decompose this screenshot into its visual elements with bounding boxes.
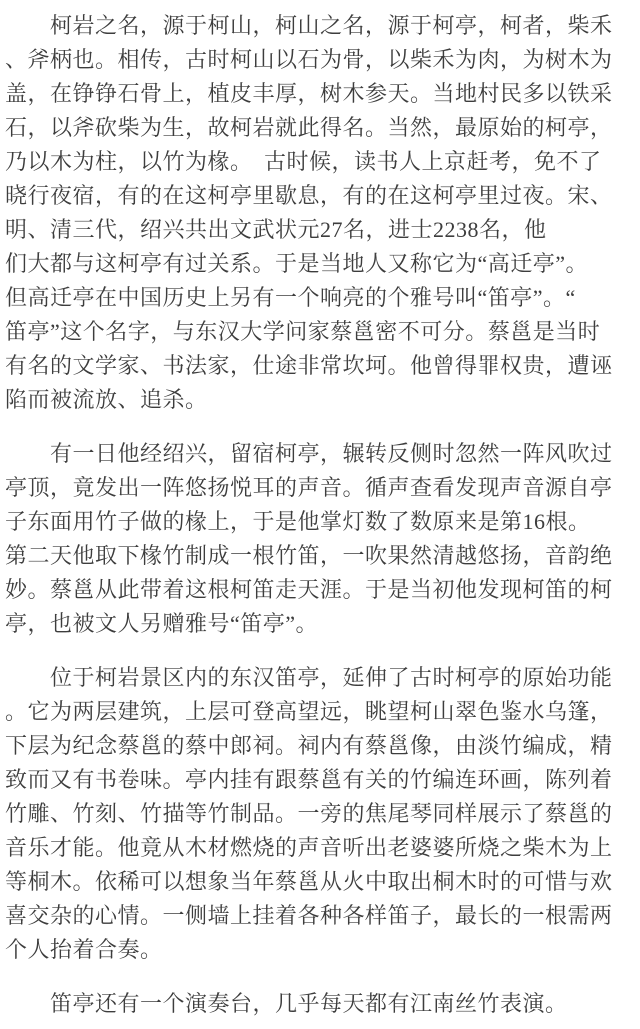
text-line: 、斧柄也。相传，古时柯山以石为骨，以柴禾为肉，为树木为 — [5, 47, 613, 72]
document-content — [5, 9, 640, 1021]
text-line: 陷而被流放、追杀。 — [5, 387, 208, 412]
text-line: 明、清三代，绍兴共出文武状元27名，进士2238名，他 — [5, 217, 547, 242]
text-line: 致而又有书卷味。亭内挂有跟蔡邕有关的竹编连环画，陈列着 — [5, 767, 613, 792]
text-line: 竹雕、竹刻、竹描等竹制品。一旁的焦尾琴同样展示了蔡邕的 — [5, 801, 613, 826]
text-line: 下层为纪念蔡邕的蔡中郎祠。祠内有蔡邕像，由淡竹编成，精 — [5, 733, 613, 758]
text-line: 但高迁亭在中国历史上另有一个响亮的个雅号叫“笛亭”。“ — [5, 285, 576, 310]
text-line: 有一日他经绍兴，留宿柯亭，辗转反侧时忽然一阵风吹过 — [5, 441, 613, 466]
text-line: 晓行夜宿，有的在这柯亭里歇息，有的在这柯亭里过夜。宋、 — [5, 183, 613, 208]
text-line: 有名的文学家、书法家，仕途非常坎坷。他曾得罪权贵，遭诬 — [5, 353, 613, 378]
paragraph — [5, 437, 640, 641]
text-line: 们大都与这柯亭有过关系。于是当地人又称它为“高迁亭”。 — [5, 251, 589, 276]
text-line: 乃以木为柱，以竹为椽。 古时候，读书人上京赶考，免不了 — [5, 149, 602, 174]
text-line: 等桐木。依稀可以想象当年蔡邕从火中取出桐木时的可惜与欢 — [5, 869, 613, 894]
text-line: 亭顶，竟发出一阵悠扬悦耳的声音。循声查看发现声音源自亭 — [5, 475, 613, 500]
text-line: 音乐才能。他竟从木材燃烧的声音听出老婆婆所烧之柴木为上 — [5, 835, 613, 860]
paragraph — [5, 661, 640, 967]
text-line: 盖，在铮铮石骨上，植皮丰厚，树木参天。当地村民多以铁采 — [5, 81, 613, 106]
text-line: 笛亭还有一个演奏台，几乎每天都有江南丝竹表演。 — [5, 991, 568, 1016]
text-line: 位于柯岩景区内的东汉笛亭，延伸了古时柯亭的原始功能 — [5, 665, 613, 690]
text-line: 妙。蔡邕从此带着这根柯笛走天涯。于是当初他发现柯笛的柯 — [5, 577, 613, 602]
text-line: 子东面用竹子做的椽上，于是他掌灯数了数原来是第16根。 — [5, 509, 591, 534]
paragraph — [5, 9, 640, 417]
text-line: 柯岩之名，源于柯山，柯山之名，源于柯亭，柯者，柴禾 — [5, 13, 613, 38]
text-line: 亭，也被文人另赠雅号“笛亭”。 — [5, 611, 319, 636]
text-line: 喜交杂的心情。一侧墙上挂着各种各样笛子，最长的一根需两 — [5, 903, 613, 928]
text-line: 个人抬着合奏。 — [5, 937, 163, 962]
paragraph — [5, 987, 640, 1021]
text-line: 笛亭”这个名字，与东汉大学问家蔡邕密不可分。蔡邕是当时 — [5, 319, 601, 344]
text-line: 。它为两层建筑，上层可登高望远，眺望柯山翠色鉴水乌篷， — [5, 699, 613, 724]
text-line: 石，以斧砍柴为生，故柯岩就此得名。当然，最原始的柯亭， — [5, 115, 613, 140]
text-line: 第二天他取下椽竹制成一根竹笛，一吹果然清越悠扬，音韵绝 — [5, 543, 613, 568]
